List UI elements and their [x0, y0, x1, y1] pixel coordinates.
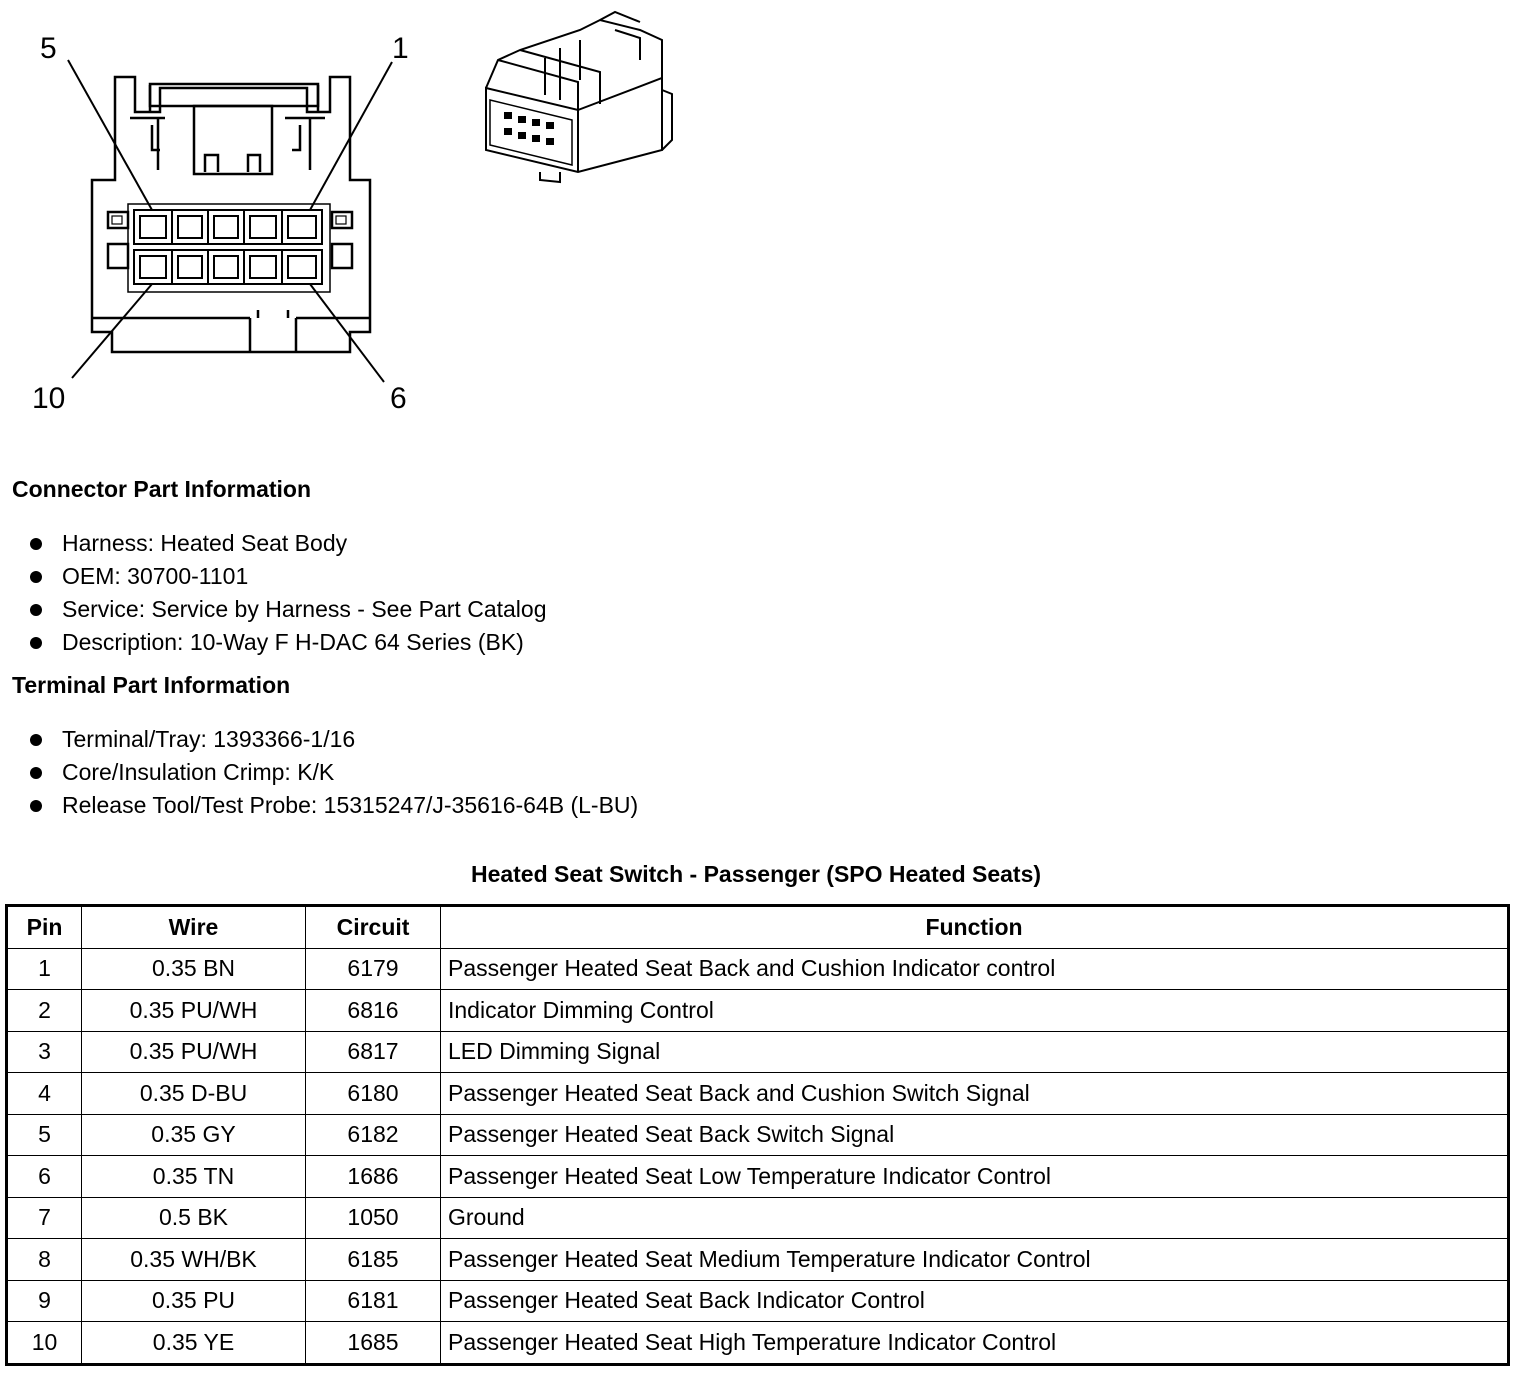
table-cell-circuit: 6182: [306, 1114, 441, 1156]
table-cell-wire: 0.35 PU: [82, 1280, 306, 1322]
table-cell-func: Indicator Dimming Control: [441, 990, 1509, 1032]
table-cell-func: Passenger Heated Seat Back and Cushion Switch Signal: [441, 1073, 1509, 1115]
table-cell-wire: 0.5 BK: [82, 1197, 306, 1239]
table-cell-wire: 0.35 PU/WH: [82, 990, 306, 1032]
table-cell-circuit: 1685: [306, 1322, 441, 1365]
table-cell-circuit: 6181: [306, 1280, 441, 1322]
header-pin: Pin: [7, 906, 82, 949]
list-item: Harness: Heated Seat Body: [30, 527, 546, 560]
table-cell-wire: 0.35 BN: [82, 948, 306, 990]
header-circuit: Circuit: [306, 906, 441, 949]
list-item: OEM: 30700-1101: [30, 560, 546, 593]
table-cell-pin: 10: [7, 1322, 82, 1365]
table-row: [7, 1239, 1509, 1281]
table-cell-wire: 0.35 GY: [82, 1114, 306, 1156]
pin-label-top-left: 5: [40, 32, 57, 65]
table-cell-circuit: 6817: [306, 1031, 441, 1073]
table-cell-wire: 0.35 TN: [82, 1156, 306, 1198]
table-cell-circuit: 6179: [306, 948, 441, 990]
table-row: [7, 1322, 1509, 1365]
table-row: [7, 1073, 1509, 1115]
list-item: Service: Service by Harness - See Part Catalog: [30, 593, 546, 626]
header-function: Function: [441, 906, 1509, 949]
table-cell-func: LED Dimming Signal: [441, 1031, 1509, 1073]
terminal-info-heading: Terminal Part Information: [12, 672, 291, 698]
table-cell-pin: 2: [7, 990, 82, 1032]
list-item: Release Tool/Test Probe: 15315247/J-35616-64B (L-BU): [30, 789, 638, 822]
table-cell-wire: 0.35 YE: [82, 1322, 306, 1365]
table-cell-wire: 0.35 PU/WH: [82, 1031, 306, 1073]
table-cell-pin: 8: [7, 1239, 82, 1281]
table-cell-wire: 0.35 WH/BK: [82, 1239, 306, 1281]
table-cell-pin: 3: [7, 1031, 82, 1073]
table-row: [7, 1156, 1509, 1198]
table-cell-func: Passenger Heated Seat Back Indicator Control: [441, 1280, 1509, 1322]
pin-label-bottom-left: 10: [32, 382, 66, 415]
table-cell-circuit: 6180: [306, 1073, 441, 1115]
table-header-row: [7, 906, 1509, 949]
table-body: [7, 948, 1509, 1364]
list-item: Terminal/Tray: 1393366-1/16: [30, 723, 638, 756]
table-cell-func: Passenger Heated Seat Low Temperature Indicator Control: [441, 1156, 1509, 1198]
table-cell-func: Passenger Heated Seat High Temperature Indicator Control: [441, 1322, 1509, 1365]
connector-diagram: [0, 0, 700, 430]
table-cell-circuit: 6185: [306, 1239, 441, 1281]
table-cell-func: Ground: [441, 1197, 1509, 1239]
table-cell-pin: 9: [7, 1280, 82, 1322]
table-cell-func: Passenger Heated Seat Back and Cushion Indicator control: [441, 948, 1509, 990]
table-cell-pin: 4: [7, 1073, 82, 1115]
table-cell-func: Passenger Heated Seat Medium Temperature Indicator Control: [441, 1239, 1509, 1281]
table-cell-func: Passenger Heated Seat Back Switch Signal: [441, 1114, 1509, 1156]
pin-label-top-right: 1: [392, 32, 409, 65]
table-cell-pin: 6: [7, 1156, 82, 1198]
list-item: Core/Insulation Crimp: K/K: [30, 756, 638, 789]
table-cell-pin: 1: [7, 948, 82, 990]
connector-info-list: [30, 527, 546, 659]
table-row: [7, 990, 1509, 1032]
table-title: Heated Seat Switch - Passenger (SPO Heated Seats): [470, 861, 1042, 887]
list-item: Description: 10-Way F H-DAC 64 Series (BK): [30, 626, 546, 659]
pin-label-bottom-right: 6: [390, 382, 407, 415]
table-cell-wire: 0.35 D-BU: [82, 1073, 306, 1115]
connector-info-heading: Connector Part Information: [12, 476, 312, 502]
table-row: [7, 1280, 1509, 1322]
table-row: [7, 1114, 1509, 1156]
table-cell-circuit: 1050: [306, 1197, 441, 1239]
table-row: [7, 1031, 1509, 1073]
table-cell-pin: 5: [7, 1114, 82, 1156]
table-cell-circuit: 6816: [306, 990, 441, 1032]
table-row: [7, 1197, 1509, 1239]
table-cell-circuit: 1686: [306, 1156, 441, 1198]
header-wire: Wire: [82, 906, 306, 949]
terminal-info-list: [30, 723, 638, 822]
table-cell-pin: 7: [7, 1197, 82, 1239]
pinout-table: [5, 904, 1510, 1366]
table-row: [7, 948, 1509, 990]
